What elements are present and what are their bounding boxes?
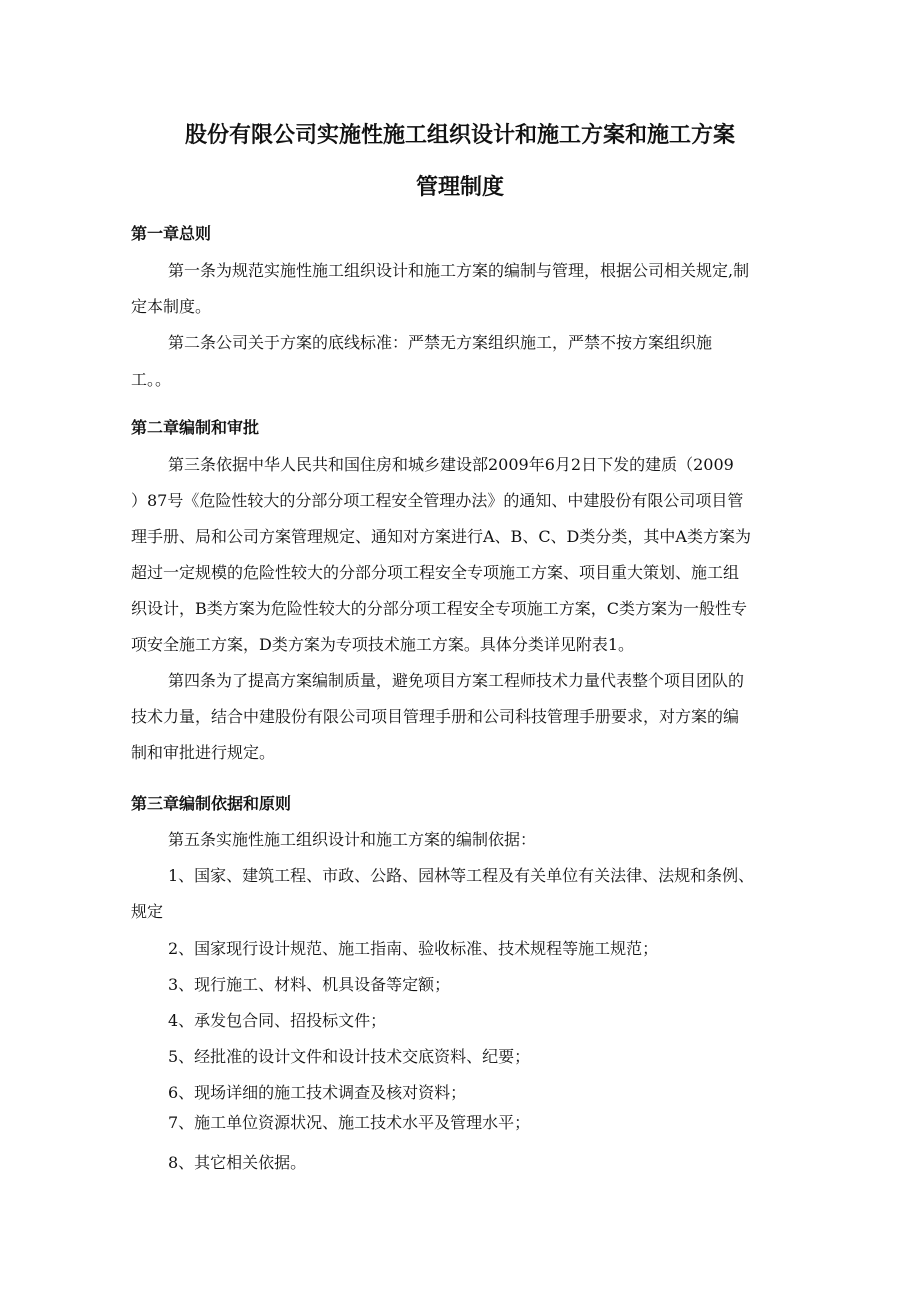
article-4-line-3: 制和审批进行规定。 <box>131 743 276 762</box>
article-3-line-1: 第三条依据中华人民共和国住房和城乡建设部2009年6月2日下发的建质（2009 <box>168 455 734 474</box>
article-3-line-4: 超过一定规模的危险性较大的分部分项工程安全专项施工方案、项目重大策划、施工组 <box>131 563 740 582</box>
list-item-3: 3、现行施工、材料、机具设备等定额； <box>168 975 451 994</box>
list-item-1-line-1: 1、国家、建筑工程、市政、公路、园林等工程及有关单位有关法律、法规和条例、 <box>168 866 755 885</box>
list-item-5: 5、经批准的设计文件和设计技术交底资料、纪要； <box>168 1047 531 1066</box>
article-1-line-2: 定本制度。 <box>131 297 212 316</box>
article-4-line-2: 技术力量，结合中建股份有限公司项目管理手册和公司科技管理手册要求，对方案的编 <box>131 707 740 726</box>
article-2-line-1: 第二条公司关于方案的底线标准：严禁无方案组织施工，严禁不按方案组织施 <box>168 333 713 352</box>
list-item-4: 4、承发包合同、招投标文件； <box>168 1011 387 1030</box>
list-item-6: 6、现场详细的施工技术调查及核对资料； <box>168 1083 467 1102</box>
article-3-line-5: 织设计，B类方案为危险性较大的分部分项工程安全专项施工方案，C类方案为一般性专 <box>131 599 748 618</box>
article-3-line-6: 项安全施工方案，D类方案为专项技术施工方案。具体分类详见附表1。 <box>131 635 635 654</box>
article-2-line-2: 工。。 <box>131 370 172 389</box>
chapter-3-heading: 第三章编制依据和原则 <box>131 794 292 813</box>
list-item-8: 8、其它相关依据。 <box>168 1153 307 1172</box>
document-title-line-2: 管理制度 <box>415 175 504 200</box>
article-4-line-1: 第四条为了提高方案编制质量，避免项目方案工程师技术力量代表整个项目团队的 <box>168 671 745 690</box>
chapter-2-heading: 第二章编制和审批 <box>131 418 260 437</box>
chapter-1-heading: 第一章总则 <box>131 224 212 243</box>
article-1-line-1: 第一条为规范实施性施工组织设计和施工方案的编制与管理，根据公司相关规定,制 <box>168 261 750 280</box>
article-3-line-2: ）87号《危险性较大的分部分项工程安全管理办法》的通知、中建股份有限公司项目管 <box>131 491 744 510</box>
list-item-7: 7、施工单位资源状况、施工技术水平及管理水平； <box>168 1113 531 1132</box>
article-3-line-3: 理手册、局和公司方案管理规定、通知对方案进行A、B、C、D类分类，其中A类方案为 <box>131 527 751 546</box>
document-title-line-1: 股份有限公司实施性施工组织设计和施工方案和施工方案 <box>184 123 735 148</box>
list-item-2: 2、国家现行设计规范、施工指南、验收标准、技术规程等施工规范； <box>168 939 659 958</box>
article-5-line-1: 第五条实施性施工组织设计和施工方案的编制依据： <box>168 830 537 849</box>
list-item-1-line-2: 规定 <box>131 902 164 921</box>
